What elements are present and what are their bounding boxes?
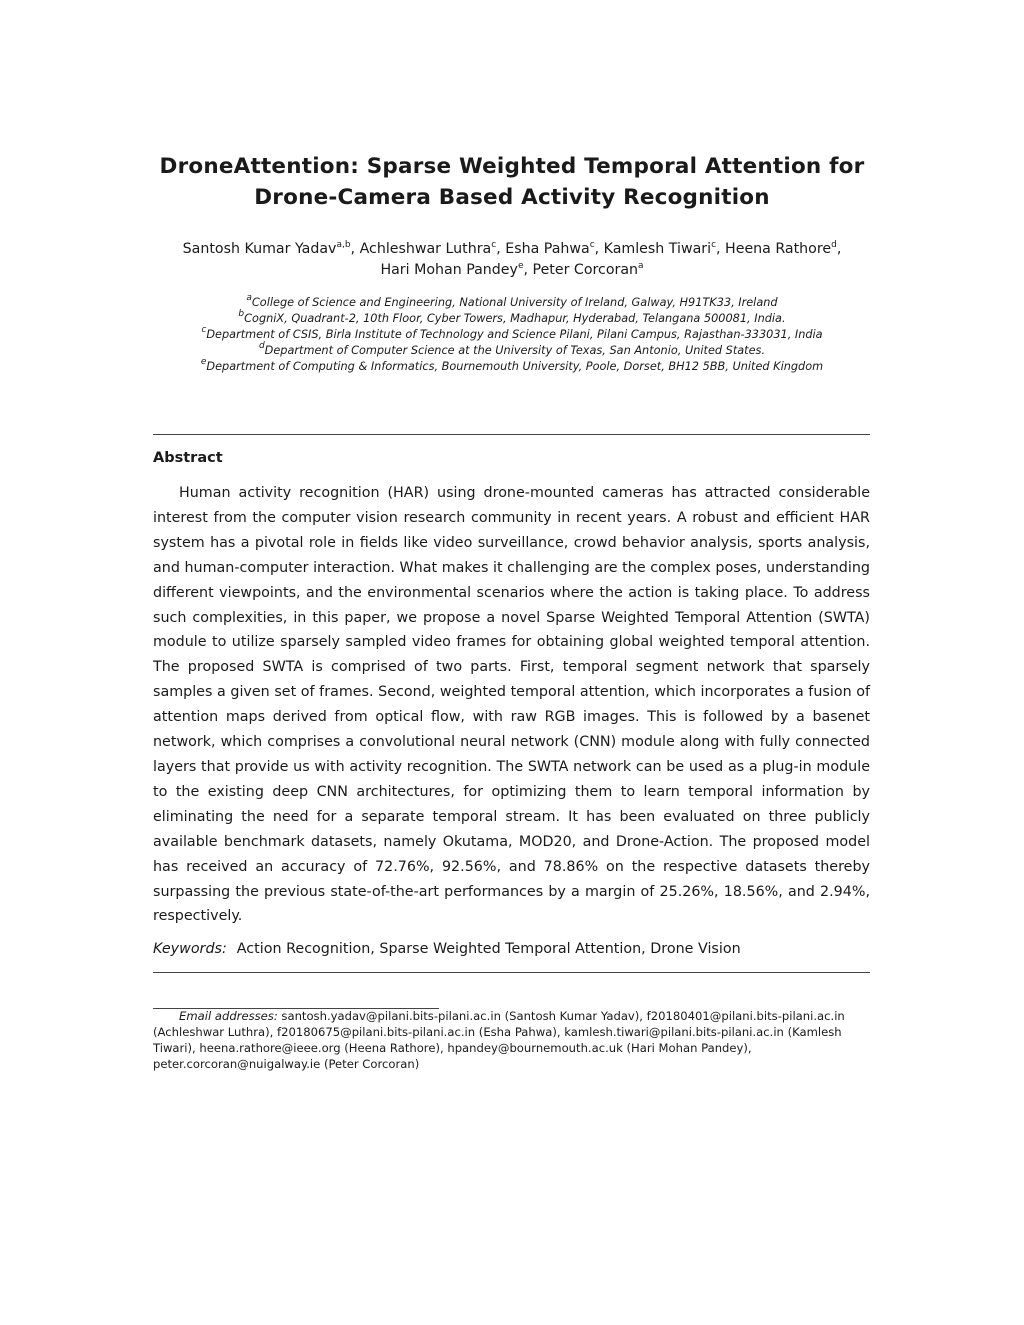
author-separator: , <box>716 241 726 257</box>
author-affil-mark: c <box>491 240 497 250</box>
affiliation-mark: c <box>201 325 207 335</box>
author-affil-mark: c <box>589 240 595 250</box>
affiliation-text: Department of Computer Science at the University of Texas, San Antonio, United States. <box>264 344 766 357</box>
affiliation-item <box>80 311 944 327</box>
affiliation-mark: b <box>238 309 245 319</box>
author-list <box>100 239 924 281</box>
footnote-text: santosh.yadav@pilani.bits-pilani.ac.in (Santosh Kumar Yadav), f20180401@pilani.bits-pilani.ac.in (Achleshwar Luthra), f20180675@pilani.bits-pilani.ac.in (Esha Pahwa), kamlesh.tiwari@pilani.bits-pilani.ac.in (Kamlesh Tiwari), heena.rathore@ieee.org (Heena Rathore), hpandey@bournemouth.ac.uk (Hari Mohan Pandey), peter.corcoran@nuigalway.ie (Peter Corcoran) <box>153 1009 845 1071</box>
author-name: Santosh Kumar Yadav <box>182 241 337 257</box>
paper-title <box>100 151 924 213</box>
affiliation-mark: d <box>258 341 265 351</box>
abstract-body: Human activity recognition (HAR) using drone-mounted cameras has attracted considerable interest from the computer vision research community in recent years. A robust and efficient HAR system has a pivotal role in fields like video surveillance, crowd behavior analysis, sports analysis, and human-computer interaction. What makes it challenging are the complex poses, understanding different viewpoints, and the environmental scenarios where the action is taking place. To address such complexities, in this paper, we propose a novel Sparse Weighted Temporal Attention (SWTA) module to utilize sparsely sampled video frames for obtaining global weighted temporal attention. The proposed SWTA is comprised of two parts. First, temporal segment network that sparsely samples a given set of frames. Second, weighted temporal attention, which incorporates a fusion of attention maps derived from optical flow, with raw RGB images. This is followed by a basenet network, which comprises a convolutional neural network (CNN) module along with fully connected layers that provide us with activity recognition. The SWTA network can be used as a plug-in module to the existing deep CNN architectures, for optimizing them to learn temporal information by eliminating the need for a separate temporal stream. It has been evaluated on three publicly available benchmark datasets, namely Okutama, MOD20, and Drone-Action. The proposed model has received an accuracy of 72.76%, 92.56%, and 78.86% on the respective datasets thereby surpassing the previous state-of-the-art performances by a margin of 25.26%, 18.56%, and 2.94%, respectively. <box>153 485 870 925</box>
keywords-line <box>153 937 870 961</box>
author-name: Hari Mohan Pandey <box>380 262 518 278</box>
author-name: Kamlesh Tiwari <box>603 241 712 257</box>
email-footnote <box>153 1008 858 1072</box>
footnote-label: Email addresses: <box>179 1009 278 1023</box>
abstract-top-divider <box>153 434 870 435</box>
author-affil-mark: a,b <box>336 240 351 250</box>
abstract-heading: Abstract <box>153 450 223 466</box>
author-separator: , <box>594 241 604 257</box>
affiliation-list <box>80 295 944 375</box>
author-separator: , <box>523 262 533 278</box>
author-name: Achleshwar Luthra <box>359 241 492 257</box>
author-name: Esha Pahwa <box>505 241 590 257</box>
abstract-bottom-divider <box>153 972 870 973</box>
author-separator: , <box>836 241 842 257</box>
author-separator: , <box>496 241 506 257</box>
affiliation-item <box>80 359 944 375</box>
affiliation-item <box>80 295 944 311</box>
affiliation-text: Department of CSIS, Birla Institute of Technology and Science Pilani, Pilani Campus, Rajasthan-333031, India <box>206 328 823 341</box>
affiliation-text: CogniX, Quadrant-2, 10th Floor, Cyber Towers, Madhapur, Hyderabad, Telangana 500081, India. <box>244 312 786 325</box>
keywords-text: Action Recognition, Sparse Weighted Temporal Attention, Drone Vision <box>236 941 741 957</box>
affiliation-item <box>80 327 944 343</box>
author-name: Peter Corcoran <box>532 262 639 278</box>
author-name: Heena Rathore <box>725 241 832 257</box>
affiliation-text: College of Science and Engineering, National University of Ireland, Galway, H91TK33, Ireland <box>251 296 778 309</box>
author-separator: , <box>350 241 360 257</box>
author-affil-mark: a <box>638 261 644 271</box>
title-line-1: DroneAttention: Sparse Weighted Temporal Attention for <box>159 154 865 179</box>
affiliation-mark: a <box>246 293 252 303</box>
affiliation-text: Department of Computing & Informatics, Bournemouth University, Poole, Dorset, BH12 5BB, United Kingdom <box>206 360 824 373</box>
keywords-label: Keywords: <box>153 941 227 957</box>
affiliation-item <box>80 343 944 359</box>
author-affil-mark: d <box>831 240 837 250</box>
author-affil-mark: e <box>517 261 524 271</box>
title-line-2: Drone-Camera Based Activity Recognition <box>254 185 770 210</box>
affiliation-mark: e <box>200 357 207 367</box>
author-affil-mark: c <box>711 240 717 250</box>
